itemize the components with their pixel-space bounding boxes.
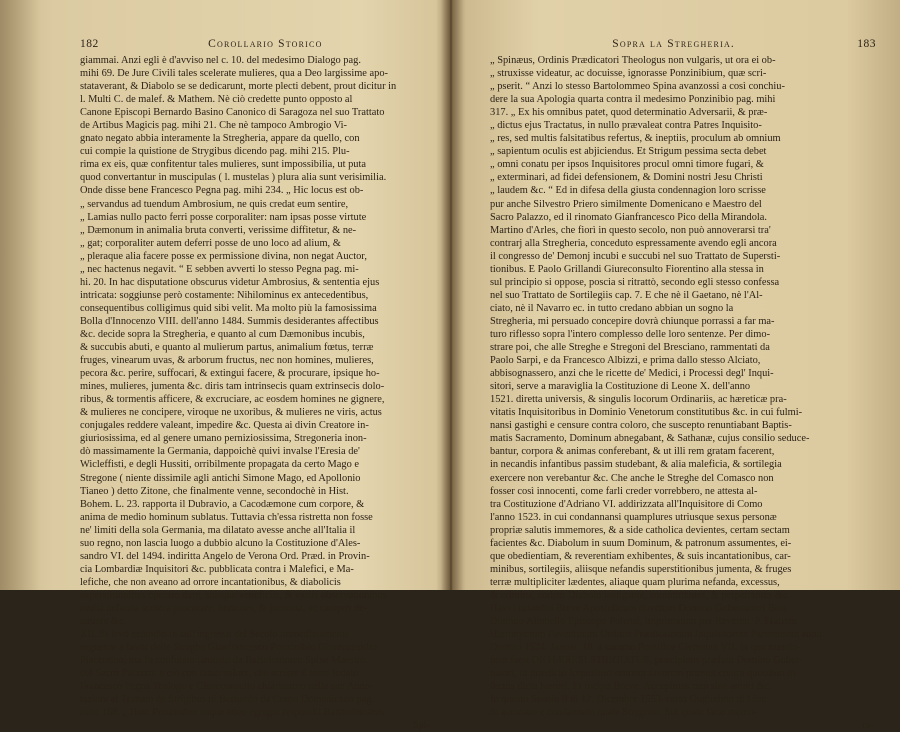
text-line: sandro VI. del 1494. indiritta Angelo de Verona Ord. Præd. in Provin- [80, 550, 370, 562]
text-line: stataverant, & Diabolo se se dedicarunt, morte plecti debent, prout dicitur in [80, 81, 397, 93]
right-page [450, 0, 900, 732]
text-line: fectos dicta hæresi. Et incipit Breve: Accepimus non sine animi &c. [490, 681, 772, 693]
text-line: multa nefanda scelera procurare, homines, & jumenta, ac campos de- [80, 602, 368, 614]
text-line: fu accusato e condannato quale Stregone. Sul quale fatto memo- [490, 707, 758, 719]
text-line: de Artibus Magicis pag. mihi 21. Che nè tampoco Ambrogio Vi- [80, 120, 347, 132]
text-line: turo riflesso sopra l'intero complesso delle loro sentenze. Per dimo- [490, 328, 771, 340]
text-line: „ exterminari, ad fidei defensionem, & Domini nostri Jesu Christi [490, 172, 763, 184]
text-line: rima ex eis, quæ confitentur tales mulieres, sunt impossibilia, ut puta [80, 159, 366, 171]
text-line: Stregheria, mi persuado concepire dovrà chiunque porrassi a far ma- [490, 315, 775, 327]
text-line: Martino d'Arles, che fiorì in questo secolo, non può annoverarsi tra' [490, 224, 771, 236]
text-line: hi. 20. In hac disputatione obscurus videtur Ambrosius, & sententia ejus [80, 276, 380, 288]
text-line: Stregone ( niente dissimile agli antichi Simone Mago, ed Apollonio [80, 472, 361, 484]
right-body-text [490, 54, 876, 719]
text-line: il congresso de' Demonj incubi e succubi nel suo Trattato de Supersti- [490, 250, 781, 262]
text-line: cui compie la quistione de Strygibus dicendo pag. mihi 215. Plu- [80, 146, 350, 158]
text-line: Piacentino, ma fu confutato tantosto da Bartolommeo Spina Maestro [80, 655, 366, 667]
text-line: ne' limiti della sola Germania, ma dilatato avesse anche all'Italia il [80, 524, 356, 536]
text-line: facientes &c. Diabolum in suum Dominum, & patronum assumentes, ei- [490, 537, 792, 549]
text-line: gnato negato abbia interamente la Stregheria, appare da quello, con [80, 133, 360, 145]
left-running-title: Corollario Storico [208, 38, 323, 50]
text-line: „ dictus ejus Tractatus, in nullo prævaleat contra Patres Inquisito- [490, 120, 762, 132]
text-line: tionibus. E Paolo Grillandi Giureconsulto Fiorentino alla stessa in [490, 263, 764, 275]
text-line: Paolo Sarpi, e da Francesco Albizzi, e prima dallo stesso Alciato, [490, 355, 761, 367]
text-line: Bohem. L. 23. rapporta il Dubravio, a Cacodæmone cum corpore, & [80, 498, 365, 510]
text-line: matis Sacramento, Dominum abnegabant, & Sathanæ, cujus consilio seduce- [490, 433, 810, 445]
text-line: Domino Aliobello Episcopo Polensi, imprimatum per Reveren. P. Fratrem [490, 616, 798, 628]
text-line: „ sapientum oculis est abjiciendus. Et Strigum pessima secta debet [490, 146, 767, 158]
text-line: bantur, corpora & animas conferebant, & ut illi rem gratam facerent, [490, 446, 775, 458]
text-line: dò massimamente la Germania, dappoichè quivi invalse l'Eresia de' [80, 446, 360, 458]
text-line: nel suo Trattato de Sortilegiis cap. 7. E che nè il Gaetano, nè l'Al- [490, 289, 763, 301]
text-line: Wicleffisti, e degli Hussiti, orribilmente propagata da certo Mago e [80, 459, 359, 471]
text-line: l'anno 1523. in cui condannansi quamplures utriusque sexus personæ [490, 511, 777, 523]
text-line: „ laudem &c. “ Ed in difesa della giusta condennagion loro scrisse [490, 185, 766, 197]
text-line: giammai. Anzi egli è d'avviso nel c. 10. del medesimo Dialogo pag. [80, 55, 361, 66]
text-line: Bolla d'Innocenzo VIII. dell'anno 1484. Summis desiderantes affectibus [80, 315, 379, 327]
text-line: conjugales reddere valeant, impedire &c. Questa ai divin Creatore in- [80, 420, 369, 432]
text-line: „ res, sed multis falsitatibus refertus, & ineptiis, proculum ab omnium [490, 133, 781, 145]
text-line: del Sacro Palazzo: e ciò con tanto valore, che scrisse il tesse lodato [80, 668, 359, 680]
text-line: Hieronymum Faventinum Ordinis Prædicatorum Inquisitorem Parmensem anno [490, 629, 822, 641]
text-line: „ Spinæus, Ordinis Prædicatori Theologus non vulgaris, ut ora ei ob- [490, 55, 776, 66]
text-line: superstitionibus operam dare, suisque veneficiis, & variis observationibus [80, 589, 387, 601]
text-line: fruges, vinearum uvas, & arborum fructus, nec non homines, mulieres, [80, 355, 374, 367]
text-line: mines, mulieres, jumenta &c. diris tam intrinsecis quam extrinsecis dolo- [80, 381, 385, 393]
text-line: quod convertantur in muscipulas ( l. mustelas ) plura alia sunt verisimilia. [80, 172, 387, 184]
text-line: l. Multi C. de malef. & Mathem. Nè ciò credette punto opposto al [80, 94, 353, 106]
text-line: mihi 69. De Jure Civili tales scelerate mulieres, qua a Deo largissime apo- [80, 68, 388, 80]
right-page-number: 183 [857, 38, 876, 50]
text-line: cia Lombardiæ Inquisitori &c. pubblicata contra i Malefici, e Ma- [80, 563, 354, 575]
text-line: „ gat; corporaliter autem deferri posse de uno loco ad alium, & [80, 237, 341, 249]
text-line: giuriosissima, ed al genere umano perniziosissima, Stregoneria inon- [80, 433, 367, 445]
text-line: & crimina, eodem Diabolo instigante, committentes, & perpetrantes &c. [490, 589, 791, 601]
text-line: pecora &c. perire, suffocari, & extingui facere, & procurare, ipsique ho- [80, 368, 380, 380]
text-line: „ Lamias nullo pacto ferri posse corporaliter: nam ipsas posse virtute [80, 211, 367, 223]
text-line: „ pserit. “ Anzi lo stesso Bartolommeo Spina avanzossi a così conchiu- [490, 81, 785, 93]
text-line: Havvi eziandio Breve Apostolicum directum Domino Gubernatori Bon. [490, 602, 788, 614]
text-line: Sacro Palazzo, ed il rinomato Gianfrancesco Pico della Mirandola. [490, 211, 767, 223]
left-body-text [80, 54, 432, 719]
text-line: &c. decide sopra la Stregheria, e quanto al cum Dæmonibus incubis, [80, 328, 365, 340]
text-line: „ servandus ad tuendum Ambrosium, ne quis credat eum sentire, [80, 198, 349, 210]
text-line: intricata: soggiunse però costamente: Nihilominus ex antecedentibus, [80, 289, 369, 301]
text-line: propriæ salutis immemores, & a side catholica devientes, certam sectam [490, 524, 790, 536]
text-line: sul principio si oppose, poscia si ritrattò, secondo egli stesso confessa [490, 276, 780, 288]
right-running-head [490, 38, 876, 52]
text-line: „ omni conatu per ipsos Inquisitores procul omni timore fugari, & [490, 159, 764, 171]
text-line: abbisognassero, anzi che le ricette de' Medici, i Processi degl' Inqui- [490, 368, 774, 380]
text-line: vitatis Inquisitoribus in Dominio Venetorum constitutibus &c. in cui fulmi- [490, 407, 803, 419]
text-line: exercere non verebantur &c. Che anche le Streghe del Comasco non [490, 472, 774, 484]
text-line: „ nec hactenus negavit. “ E sebben avverti lo stesso Pegna pag. mi- [80, 263, 359, 275]
text-line: In questo Secolo il di 12. Dicembre 1553. certo Guglielmo di Line [490, 694, 767, 706]
text-line: suo regno, non lascia luogo a dubbio alcuno la Costituzione d'Ales- [80, 537, 361, 549]
text-line: natori, ut prædicto Inquisitori omnem favorem præstet contra quosdam in- [490, 668, 799, 680]
text-line: ciato, nè il Navarro ec. in tutto credano abbian un sogno la [490, 302, 734, 314]
left-running-head [80, 38, 432, 52]
text-line: minibus, sortilegiis, aliisque nefandis superstitionibus jumenta, & fruges [490, 563, 792, 575]
text-line: 317. „ Ex his omnibus patet, quod determinatio Adversarii, & præ- [490, 107, 768, 119]
right-catchword: ra- [862, 720, 874, 732]
text-line: consequentibus colligimus quid sibi velit. Ma molto più la famosissima [80, 302, 377, 314]
text-line: strare poi, che alle Streghe e Stregoni del Bresciano, rammentati da [490, 342, 770, 354]
text-line: fosser così innocenti, come farli creder vorrebbero, ne attesta al- [490, 485, 758, 497]
text-line: tazioni al Trattato de Strigibus di Bernardo da Como Domenicano pag. [80, 694, 375, 706]
text-line: Onde disse bene Francesco Pegna pag. mihi 234. „ Hic locus est ob- [80, 185, 364, 197]
text-line: struere &c. [80, 616, 127, 628]
text-line: Domini 1524. Januar. 18. a summo Pontifice Clemente VII. in quo mentio- [490, 642, 802, 654]
text-line: Canone Episcopi Bernardo Basino Canonico di Saragoza nel suo Trattato [80, 107, 385, 119]
text-line: mihi 168. „ Huic Ponzinibio usque adeo egregie respondit Bartholomæus [80, 707, 385, 719]
text-line: seguente a favor delle Streghe Gianfrancesco Ponzinibio Giureconsulto [80, 642, 377, 654]
text-line: „ Dæmonum in animalia bruta converti, verissime diffitetur, & ne- [80, 224, 357, 236]
text-line: dere la sua Apologia quarta contra il medesimo Ponzinibio pag. mihi [490, 94, 776, 106]
text-line: in necandis infantibus passim studebant, & alia maleficia, & sortilegia [490, 459, 782, 471]
text-line: tra Costituzione d'Adriano VI. addirizzata all'Inquisitore di Como [490, 498, 763, 510]
text-line: & mulieres ne concipere, viroque ne uxoribus, & mulieres ne viris, actus [80, 407, 382, 419]
text-line: contrarj alla Stregheria, conceduto espressamente avendo egli ancora [490, 237, 777, 249]
text-line: XII. Si levò eziandio in sull'ingresso del Secolo immediatamente [80, 629, 350, 641]
text-line: ribus, & tormentis afficere, & excruciare, ac eosdem homines ne gignere, [80, 394, 385, 406]
left-page-number: 182 [80, 38, 99, 50]
text-line: & succubis abuti, e quanto al mulierum partus, animalium fœtus, terræ [80, 342, 374, 354]
right-running-title: Sopra la Stregheria. [612, 38, 735, 50]
text-line: 1521. diretta universis, & singulis locorum Ordinariis, ac hæreticæ pra- [490, 394, 787, 406]
text-line: nansi gastighi e censure contra coloro, che suscepto renuntiabant Baptis- [490, 420, 792, 432]
text-line: pur anche Silvestro Priero similmente Domenicano e Maestro del [490, 198, 762, 210]
text-line: Francesco Pegna Teologo e Giureconsulto chiarissimo nelle sue Anno- [80, 681, 374, 693]
text-line: lefiche, che non aveano ad orrore incantationibus, & diabolicis [80, 576, 341, 588]
text-line: nem facit DE HÆRESI STRIGIATUS, præcipiens præfato Domino Guber- [490, 655, 803, 667]
text-line: Tianeo ) detto Zitone, che finalmente venne, secondochè in Hist. [80, 485, 349, 497]
text-line: „ struxisse videatur, ac docuisse, ignorasse Ponzinibium, quæ scri- [490, 68, 767, 80]
text-line: que obedientiam, & reverentiam exhibentes, & suis incantationibus, car- [490, 550, 791, 562]
text-line: „ pleraque alia facere posse ex permissione divina, non negat Auctor, [80, 250, 367, 262]
text-line: terræ multipliciter lædentes, aliaque quam plurima nefanda, excessus, [490, 576, 780, 588]
text-line: anima de medio hominum sublatus. Tuttavia ch'essa ristretta non fosse [80, 511, 373, 523]
left-catchword: Spi- [412, 720, 430, 732]
text-line: sitori, serve a maraviglia la Costituzione di Leone X. dell'anno [490, 381, 751, 393]
